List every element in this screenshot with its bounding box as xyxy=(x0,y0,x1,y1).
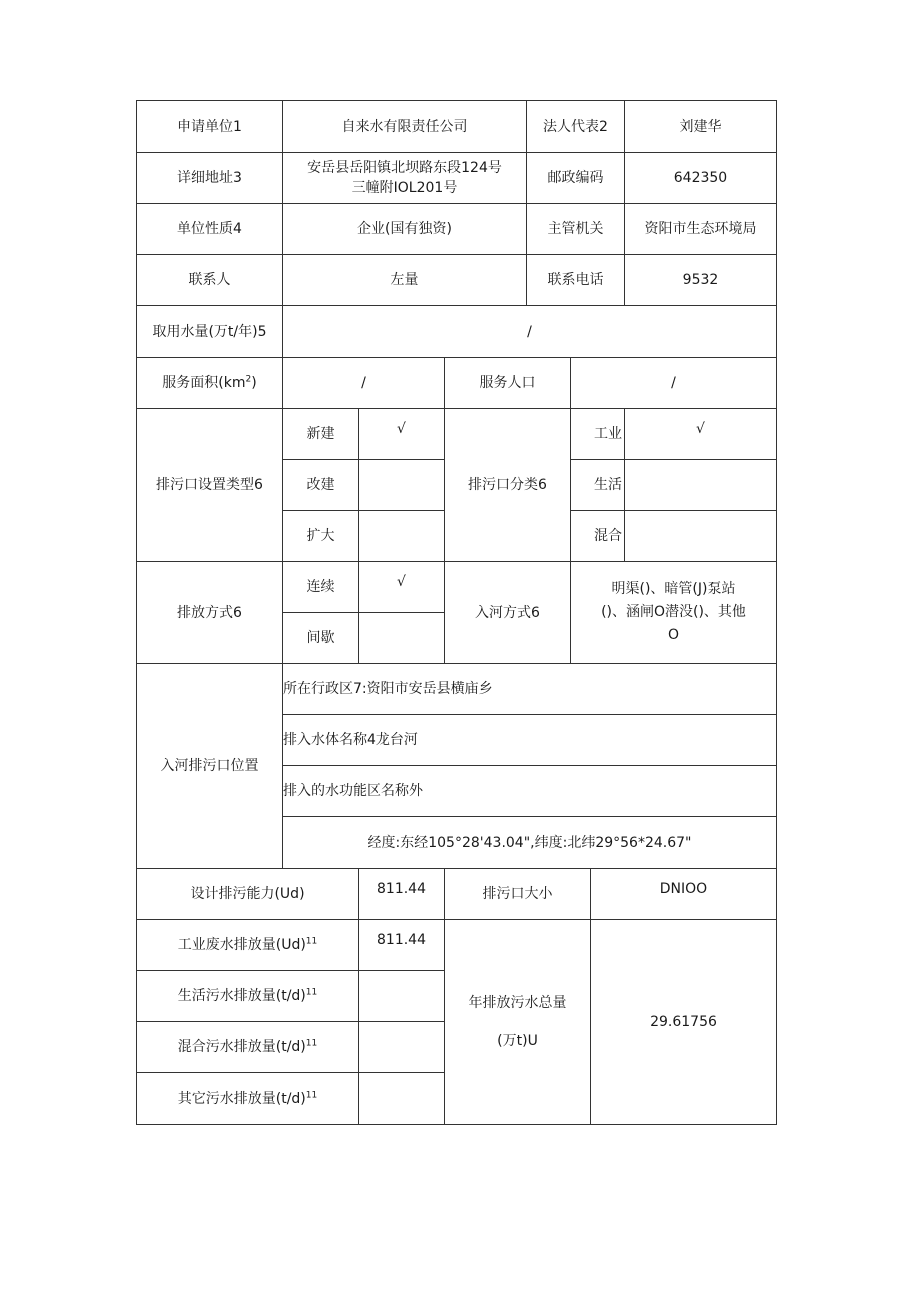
emission-mixed-sup: 11 xyxy=(305,1038,318,1049)
emission-mixed-value xyxy=(359,1022,444,1072)
outlet-size-value: DNIOO xyxy=(659,881,708,897)
discharge-mode-label: 排放方式6 xyxy=(177,604,242,621)
address-value xyxy=(283,153,526,203)
entry-mode-line-1: 明渠()、暗管(J)泵站 xyxy=(611,581,736,597)
legal-rep-label: 法人代表2 xyxy=(543,118,608,135)
entry-mode-value xyxy=(571,562,776,663)
discharge-mode-intermittent: 间歇 xyxy=(306,630,335,646)
authority-value: 资阳市生态环境局 xyxy=(644,221,757,237)
emission-mixed-label xyxy=(137,1022,358,1072)
emission-industrial-label xyxy=(137,920,358,970)
setup-type-expand-mark xyxy=(359,511,444,561)
service-area-label-close: ) xyxy=(251,375,257,391)
setup-type-new-mark: √ xyxy=(397,421,406,437)
design-capacity-value: 811.44 xyxy=(377,881,426,897)
unit-nature-label: 单位性质4 xyxy=(177,221,242,237)
emission-other-label xyxy=(137,1073,358,1124)
address-line-2: 三幢附IOL201号 xyxy=(351,180,458,196)
annual-total-value: 29.61756 xyxy=(650,1014,717,1030)
discharge-mode-continuous: 连续 xyxy=(306,579,335,595)
contact-value: 左量 xyxy=(390,272,419,288)
phone-value: 9532 xyxy=(682,272,719,288)
service-area-label-sup: 2 xyxy=(245,374,252,385)
setup-type-rebuild-mark xyxy=(359,460,444,510)
location-coordinates: 经度:东经105°28'43.04",纬度:北纬29°56*24.67" xyxy=(367,834,692,851)
location-function-zone: 排入的水功能区名称外 xyxy=(283,783,423,799)
setup-type-new: 新建 xyxy=(306,426,335,442)
entry-mode-line-2: ()、涵闸O潜没()、其他 xyxy=(601,604,746,620)
address-label: 详细地址3 xyxy=(177,170,242,186)
setup-type-label: 排污口设置类型6 xyxy=(156,477,263,493)
emission-mixed-text: 混合污水排放量(t/d) xyxy=(177,1039,306,1055)
location-label: 入河排污口位置 xyxy=(160,758,259,774)
emission-domestic-value xyxy=(359,971,444,1021)
outlet-class-industrial: 工业 xyxy=(594,426,622,442)
emission-other-text: 其它污水排放量(t/d) xyxy=(177,1090,306,1107)
postcode-label: 邮政编码 xyxy=(547,170,604,186)
location-water-body: 排入水体名称4龙台河 xyxy=(283,732,418,748)
outlet-class-mixed: 混合 xyxy=(594,528,622,544)
emission-industrial-value: 811.44 xyxy=(377,932,426,948)
postcode-value: 642350 xyxy=(673,170,728,186)
outlet-class-domestic: 生活 xyxy=(594,477,622,493)
service-area-label xyxy=(137,358,282,408)
setup-type-rebuild: 改建 xyxy=(306,477,335,493)
outlet-class-label: 排污口分类6 xyxy=(468,477,547,493)
design-capacity-label: 设计排污能力(Ud) xyxy=(190,886,305,902)
service-pop-value: / xyxy=(671,375,676,391)
annual-total-label xyxy=(445,920,590,1124)
outlet-class-domestic-mark xyxy=(625,460,776,510)
emission-other-value xyxy=(359,1073,444,1124)
entry-mode-label: 入河方式6 xyxy=(475,604,540,621)
service-area-value: / xyxy=(361,375,366,391)
authority-label: 主管机关 xyxy=(547,221,604,237)
annual-total-label-line-2: (万t)U xyxy=(497,1033,538,1049)
discharge-mode-intermittent-mark xyxy=(359,613,444,663)
water-intake-value: / xyxy=(527,323,532,340)
emission-industrial-text: 工业废水排放量(Ud) xyxy=(177,937,306,953)
applicant-value: 自来水有限责任公司 xyxy=(341,118,468,135)
emission-other-sup: 11 xyxy=(305,1089,318,1100)
emission-domestic-sup: 11 xyxy=(305,987,318,998)
emission-domestic-label xyxy=(137,971,358,1021)
outlet-size-label: 排污口大小 xyxy=(482,886,553,902)
legal-rep-value: 刘建华 xyxy=(679,118,722,135)
emission-industrial-sup: 11 xyxy=(305,936,318,947)
outlet-class-mixed-mark xyxy=(625,511,776,561)
discharge-mode-continuous-mark: √ xyxy=(397,574,406,590)
applicant-label: 申请单位1 xyxy=(177,118,242,135)
outlet-class-industrial-mark: √ xyxy=(696,421,705,437)
annual-total-label-line-1: 年排放污水总量 xyxy=(468,995,567,1011)
address-line-1: 安岳县岳阳镇北坝路东段124号 xyxy=(307,160,502,176)
location-district: 所在行政区7:资阳市安岳县横庙乡 xyxy=(283,681,493,697)
phone-label: 联系电话 xyxy=(547,272,604,288)
entry-mode-line-3: O xyxy=(667,627,680,643)
contact-label: 联系人 xyxy=(188,272,231,288)
service-area-label-text: 服务面积(km xyxy=(162,375,246,391)
unit-nature-value: 企业(国有独资) xyxy=(357,221,452,237)
setup-type-expand: 扩大 xyxy=(306,528,335,544)
service-pop-label: 服务人口 xyxy=(479,375,536,391)
emission-domestic-text: 生活污水排放量(t/d) xyxy=(177,988,306,1004)
water-intake-label: 取用水量(万t/年)5 xyxy=(152,323,267,340)
